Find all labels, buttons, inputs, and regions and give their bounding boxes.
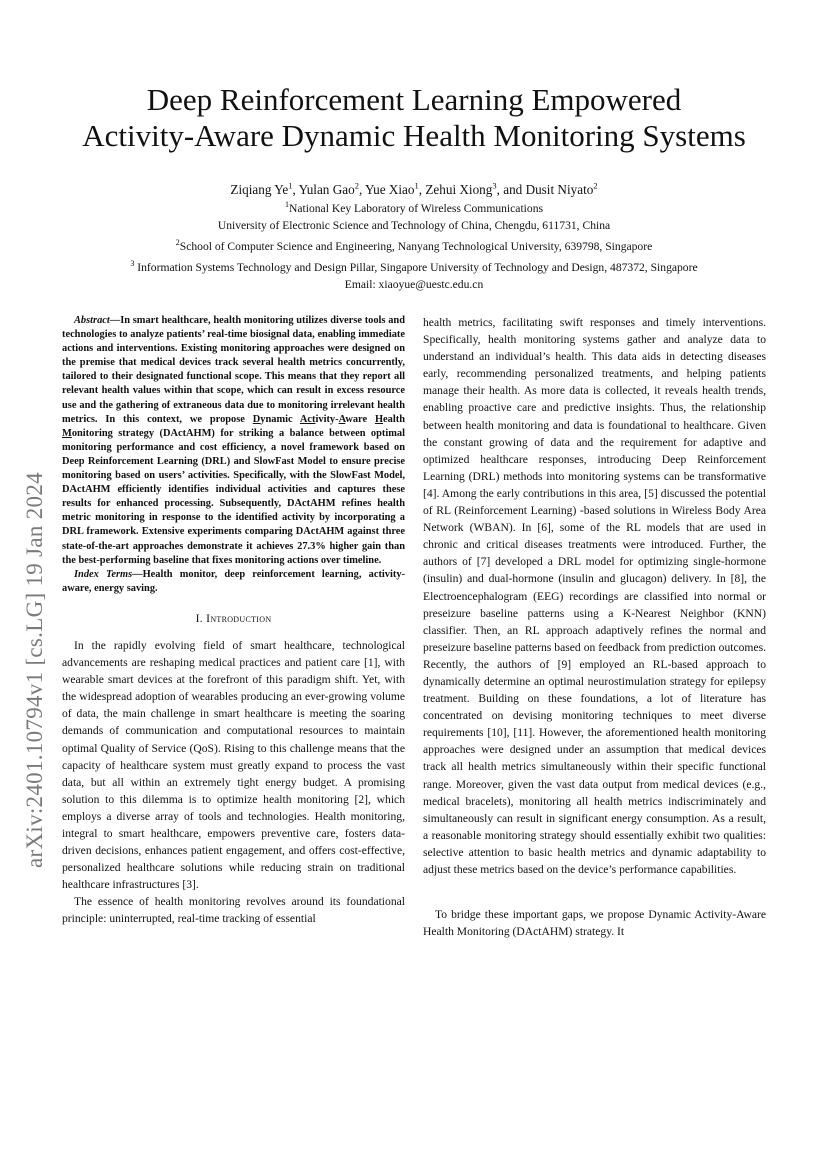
index-terms-label: Index Terms: [74, 568, 133, 580]
paragraph: The essence of health monitoring revolves around its foundational principle: uninterrupted, real-time tracking of essential: [62, 895, 405, 926]
affiliation-1-university: University of Electronic Science and Technology of China, Chengdu, 611731, China: [217, 218, 611, 232]
left-column: [62, 314, 405, 928]
paragraph: health metrics, facilitating swift responses and timely interventions. Specifically, health monitoring systems gather and analyze data to understand an individual’s health. This data aids in detecting diseases early, recommending personalized treatments, and helping patients manage their health. As more data is collected, it reveals health trends, enabling proactive care and predictive insights. Thus, the relationship between health monitoring and data is foundational to healthcare. Given the constant growing of data and the requirement for adaptive and optimized healthcare responses, introducing Deep Reinforcement Learning (DRL) methods into monitoring systems can be transformative [4]. Among the early contributions in this area, [5] discussed the potential of RL (Reinforcement Learning) -based solutions in Wireless Body Area Network (WBAN). In [6], some of the RL models that are used in chronic and critical diseases treatments were introduced. Further, the authors of [7] developed a DRL model for optimizing single-hormone (insulin) and dual-hormone (insulin and glucagon) delivery. In [8], the Electroencephalogram (EEG) recordings are classified into normal or preseizure baseline patterns using a K-Nearest Neighbor (KNN) classifier. Then, an RL approach adaptively refines the normal and preseizure baseline patterns based on feedback from prediction outcomes. Recently, the authors of [9] employed an RL-based approach to dynamically determine an optimal neurostimulation strategy for epilepsy treatment. Building on these foundations, a lot of literature has concentrated on devising monitoring techniques to meet diverse requirements [10], [11]. However, the aforementioned health monitoring approaches were designed under an assumption that medical devices track all health metrics simultaneously within their specific functional range. Moreover, given the vast data output from medical devices (e.g., medical bracelets), monitoring all health metrics indiscriminately and simultaneously can result in significant energy consumption. As a result, a reasonable monitoring strategy should essentially exhibit two qualities: selective attention to basic health metrics and dynamic adaptability to adjust these metrics based on the device’s performance capabilities.: [423, 316, 766, 876]
affiliation-2: $^2$School of Computer Science and Engineering, Nanyang Technological University, 639798, Singapore: [175, 237, 653, 253]
contact-email: Email: xiaoyue@uestc.edu.cn: [344, 277, 484, 291]
author: Ziqiang Ye$^1$,: [230, 181, 299, 198]
abstract-label: Abstract: [74, 315, 110, 326]
affiliation-1: $^1$National Key Laboratory of Wireless Communications: [285, 200, 543, 215]
affiliations: [40, 196, 788, 293]
abstract: Abstract—In smart healthcare, health monitoring utilizes diverse tools and technologies to analyze patients’ real-time biosignal data, enabling immediate actions and interventions. Existing monitoring approaches were designed on the premise that medical devices track several health metrics concurrently, tailored to their designated functional scope. This means that they report all relevant health values within that scope, which can result in excess resource use and the gathering of extraneous data due to monitoring irrelevant health metrics. In this context, we propose Dynamic Activity-Aware Health Monitoring strategy (DActAHM) for striking a balance between optimal monitoring performance and cost efficiency, a novel framework based on Deep Reinforcement Learning (DRL) and SlowFast Model to ensure precise monitoring based on users’ activities. Specifically, with the SlowFast Model, DActAHM efficiently identifies individual activities and captures these results for enhanced processing. Subsequently, DActAHM refines health metric monitoring in response to the identified activity by incorporating a DRL framework. Extensive experiments comparing DActAHM against three state-of-the-art approaches demonstrate it achieves 27.3% higher gain than the best-performing baseline that fixes monitoring actions over timeline.: [62, 315, 405, 566]
affiliation-3: $^3$ Information Systems Technology and Design Pillar, Singapore University of Technology and Design, 487372, Singapore: [130, 258, 698, 274]
title-line-1: Deep Reinforcement Learning Empowered: [146, 82, 682, 117]
author: Yulan Gao$^2$,: [298, 181, 366, 198]
section-heading-introduction: I. Introduction: [195, 611, 272, 625]
paper-title: [40, 82, 788, 154]
paragraph: To bridge these important gaps, we propose Dynamic Activity-Aware Health Monitoring (DActAHM) strategy. It: [423, 908, 766, 939]
author: Yue Xiao$^1$,: [365, 181, 426, 198]
paragraph: In the rapidly evolving field of smart healthcare, technological advancements are reshaping medical practices and patient care [1], with wearable smart devices at the forefront of this paradigm shift. Yet, with the widespread adoption of wearables producing an ever-growing volume of data, the main challenge in smart healthcare is meeting the soaring demands of communication and computational resources to maintain optimal Quality of Service (QoS). Rising to this challenge means that the capacity of healthcare system must greatly expand to process the vast data, but all within an extremely tight energy budget. A promising solution to this dilemma is to optimize health monitoring [2], which employs a diverse array of tools and technologies. Health monitoring, integral to smart healthcare, empowers preventive care, fosters data-driven decisions, enhances patient engagement, and offers cost-effective, personalized healthcare solutions while reducing strain on traditional healthcare infrastructures [3].: [62, 638, 405, 892]
index-terms: Index Terms—Health monitor, deep reinforcement learning, activity-aware, energy saving.: [62, 568, 405, 594]
title-line-2: Activity-Aware Dynamic Health Monitoring Systems: [82, 118, 746, 153]
arxiv-stamp: arXiv:2401.10794v1 [cs.LG] 19 Jan 2024: [22, 472, 47, 868]
author: Dusit Niyato$^2$: [525, 181, 598, 198]
right-column: [423, 314, 766, 940]
author: Zehui Xiong$^3$, and: [425, 181, 526, 198]
